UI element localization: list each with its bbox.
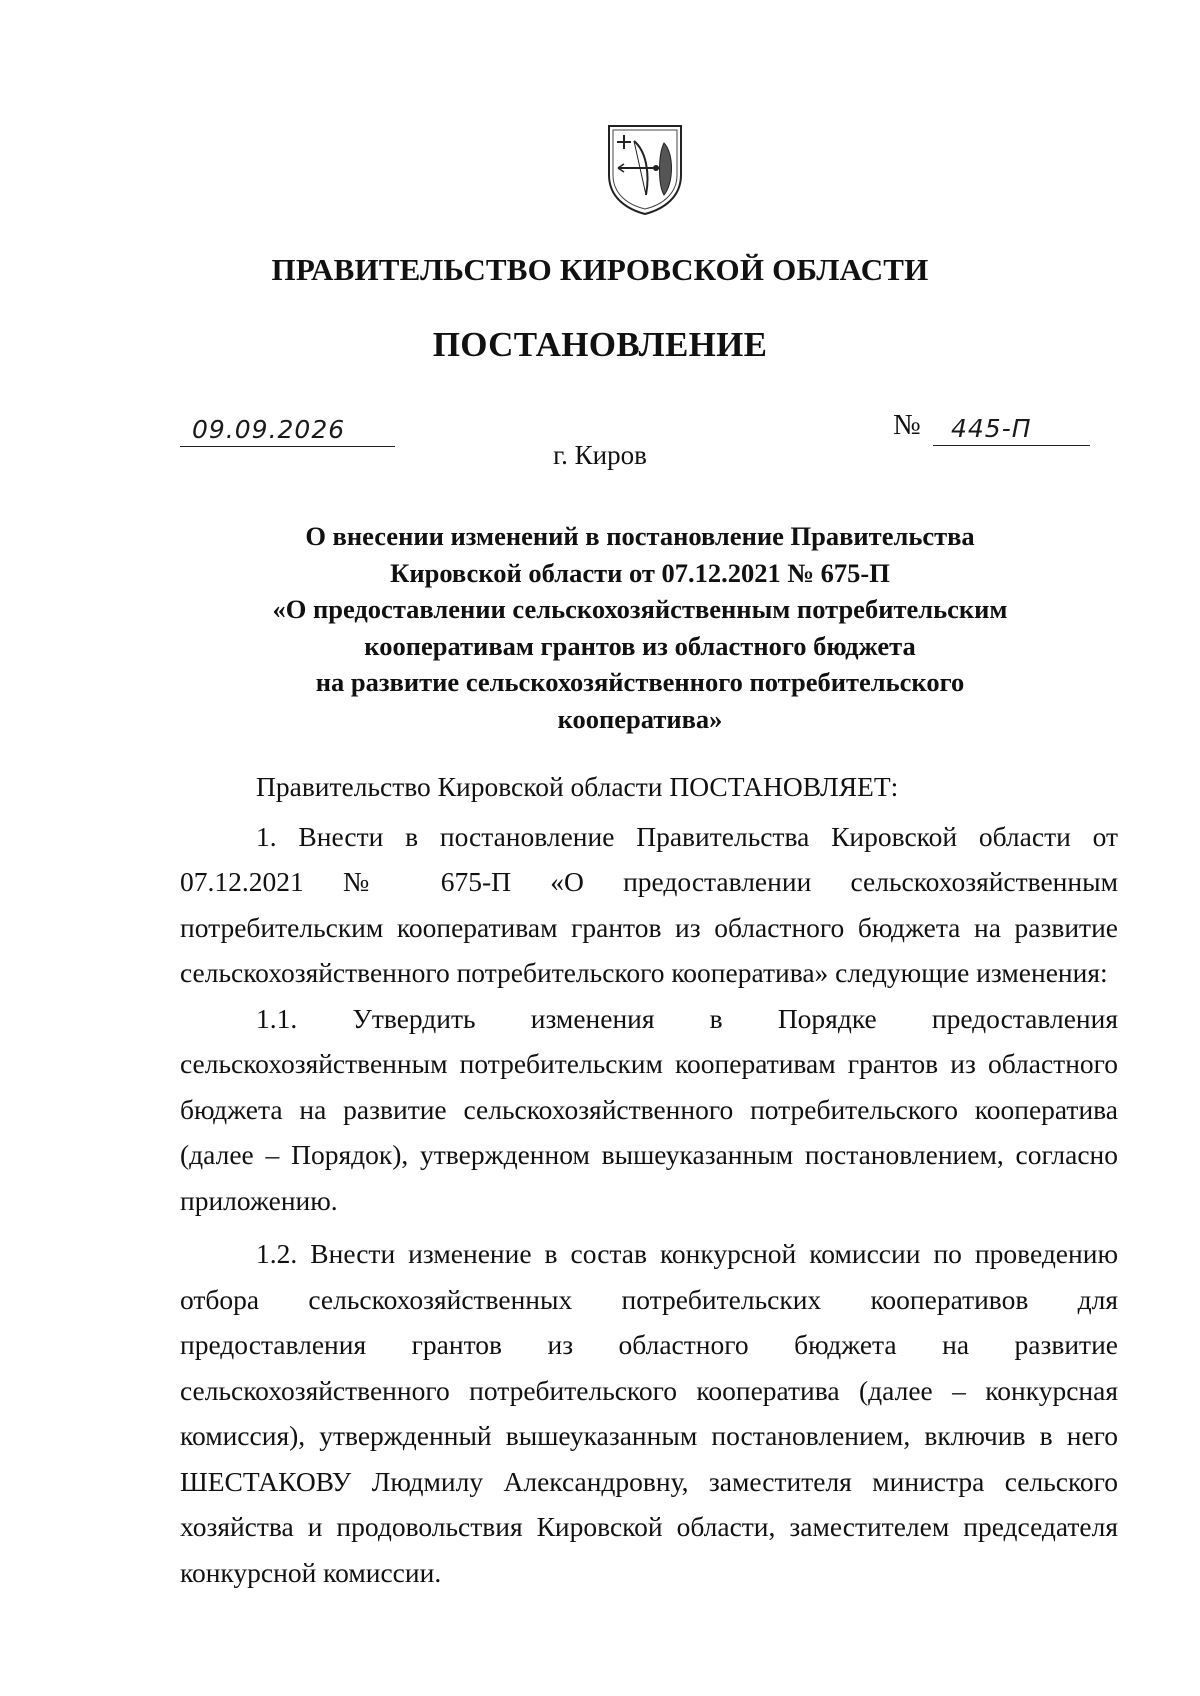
city: г. Киров [553, 440, 647, 470]
subject-line: «О предоставлении сельскохозяйственным потребительским [272, 594, 1008, 624]
number-sign: № [893, 409, 921, 441]
subject-line: О внесении изменений в постановление Правительства [305, 521, 975, 551]
subject-line: на развитие сельскохозяйственного потребительского [315, 667, 965, 697]
paragraph-1-1: 1.1. Утвердить изменения в Порядке предоставления сельскохозяйственным потребительским кооперативам грантов из областного бюджета на развитие сельскохозяйственного потребительского кооператива (далее – Порядок), утвержденном вышеуказанным постановлением, согласно приложению. [180, 1002, 1118, 1216]
document-subject [180, 518, 1100, 737]
government-title: ПРАВИТЕЛЬСТВО КИРОВСКОЙ ОБЛАСТИ [271, 252, 929, 287]
subject-line: кооперативам грантов из областного бюджета [364, 630, 916, 661]
subject-line: Кировской области от 07.12.2021 № 675-П [390, 557, 890, 588]
document-number: 445-П [951, 414, 1032, 443]
coat-of-arms-icon [606, 123, 684, 217]
document-type: ПОСТАНОВЛЕНИЕ [432, 325, 768, 364]
paragraph-1: 1. Внести в постановление Правительства Кировской области от 07.12.2021 № 675-П «О предоставлении сельскохозяйственным потребительским кооперативам грантов из областного бюджета на развитие сельскохозяйственного потребительского кооператива» следующие изменения: [180, 820, 1118, 988]
document-date: 09.09.2026 [192, 415, 346, 444]
document-body [180, 764, 1118, 1595]
subject-line: кооператива» [557, 703, 723, 734]
paragraph-1-2: 1.2. Внести изменение в состав конкурсной комиссии по проведению отбора сельскохозяйственных потребительских кооперативов для предоставления грантов из областного бюджета на развитие сельскохозяйственного потребительского кооператива (далее – конкурсная комиссия), утвержденный вышеуказанным постановлением, включив в него ШЕСТАКОВУ Людмилу Александровну, заместителя министра сельского хозяйства и продовольствия Кировской области, заместителем председателя конкурсной комиссии. [180, 1238, 1118, 1588]
intro-paragraph: Правительство Кировской области ПОСТАНОВЛЯЕТ: [256, 771, 899, 802]
